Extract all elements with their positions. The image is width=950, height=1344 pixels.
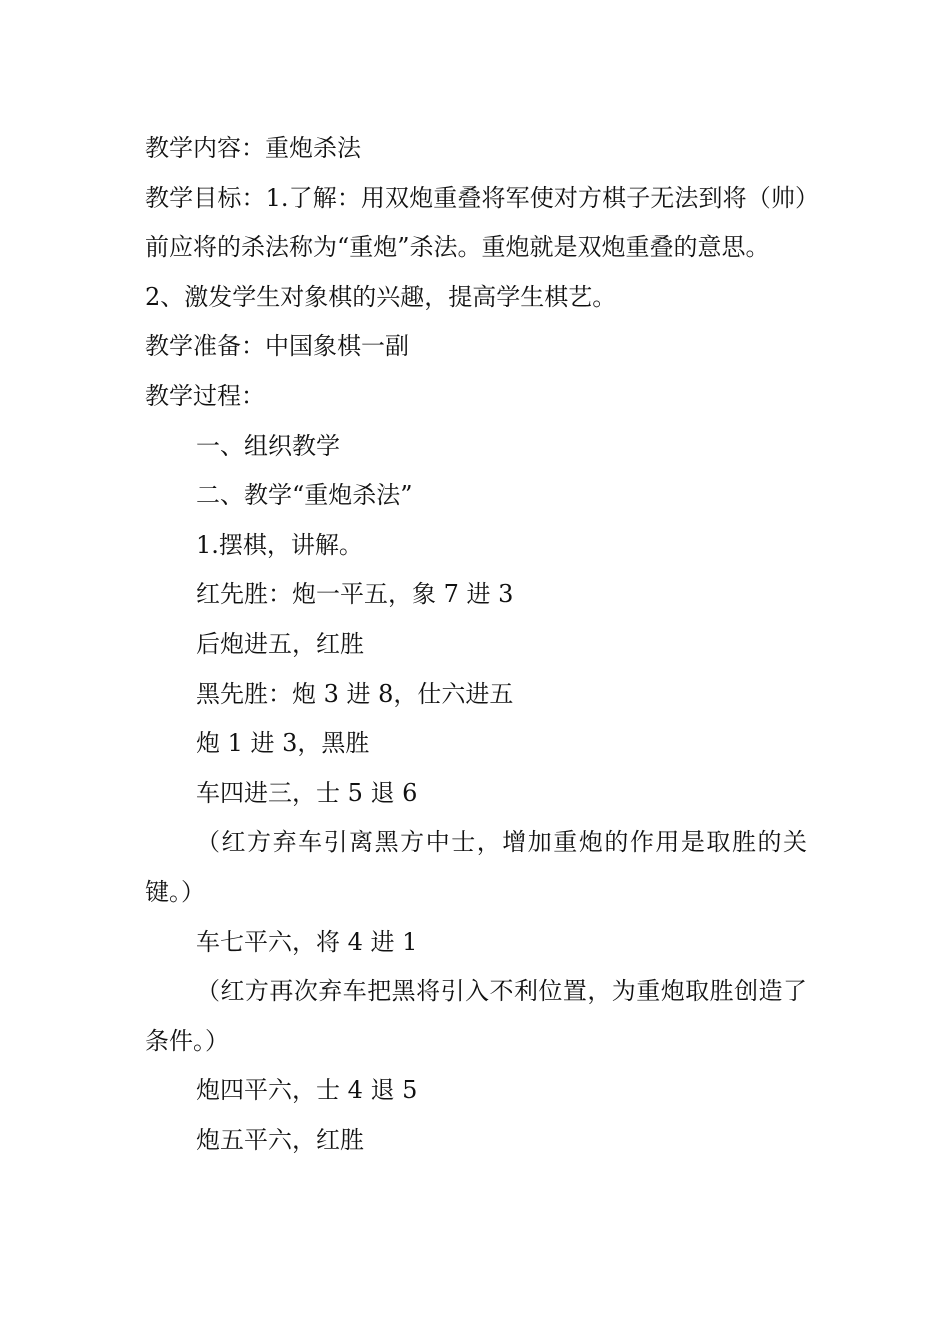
teaching-process-heading: 教学过程： [145,381,265,410]
section-organize: 一、组织教学 [196,431,340,460]
teaching-preparation: 教学准备：中国象棋一副 [145,332,409,361]
teaching-content-line: 教学内容：重炮杀法 [145,134,361,162]
teaching-goal-1: 教学目标：1.了解：用双炮重叠将军使对方棋子无法到将（帅）前应将的杀法称为“重炮”杀法。重炮就是双炮重叠的意思。 [145,183,807,262]
move-line: 车七平六，将 4 进 1 [196,927,418,956]
step-arrange-explain: 1.摆棋，讲解。 [196,530,363,559]
teaching-goal-2: 2、激发学生对象棋的兴趣，提高学生棋艺。 [145,282,617,311]
move-line: 炮五平六，红胜 [196,1125,364,1154]
section-teach-method: 二、教学“重炮杀法” [196,481,413,510]
move-line: 炮 1 进 3，黑胜 [196,729,370,758]
move-line: 后炮进五，红胜 [196,629,364,658]
move-line: 车四进三，士 5 退 6 [196,778,418,807]
move-annotation: （红方弃车引离黑方中士，增加重炮的作用是取胜的关键。） [145,828,807,906]
move-annotation: （红方再次弃车把黑将引入不利位置，为重炮取胜创造了条件。） [145,977,807,1055]
move-line: 红先胜：炮一平五，象 7 进 3 [196,580,514,609]
move-line: 炮四平六，士 4 退 5 [196,1076,418,1105]
document-body [145,124,807,1165]
move-line: 黑先胜：炮 3 进 8，仕六进五 [196,679,514,708]
